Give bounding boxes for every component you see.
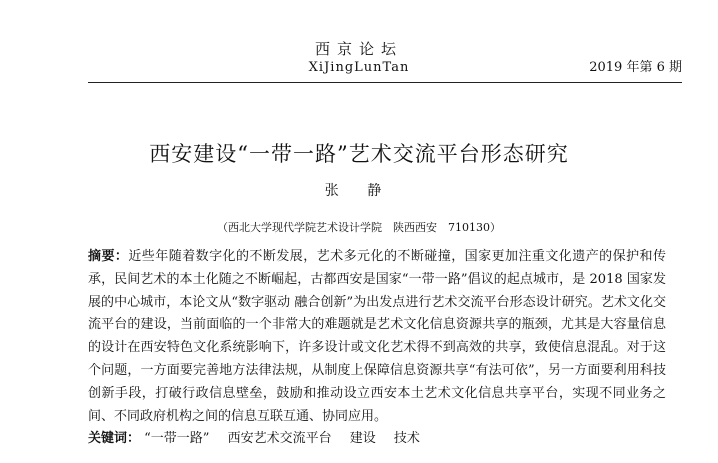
keyword: “一带一路” bbox=[144, 431, 210, 446]
keywords-label: 关键词： bbox=[88, 431, 141, 446]
author-affiliation: （西北大学现代学院艺术设计学院 陕西西安 710130） bbox=[217, 221, 501, 234]
abstract-paragraph bbox=[88, 246, 666, 428]
keywords-line bbox=[88, 430, 678, 448]
keyword: 建设 bbox=[349, 431, 376, 446]
author-name: 张 静 bbox=[324, 183, 394, 199]
keyword: 技术 bbox=[393, 431, 420, 446]
abstract-text: 近些年随着数字化的不断发展，艺术多元化的不断碰撞，国家更加注重文化遗产的保护和传承，民间艺术的本土化随之不断崛起，古都西安是国家“一带一路”倡议的起点城市，是 2018 国家发展的中心城市，本论文从“数字驱动 融合创新”为出发点进行艺术交流平台形态设计研究。艺术文化交流平台的建设，当前面临的一个非常大的难题就是艺术文化信息资源共享的瓶颈，尤其是大容量信息的设计在西安特色文化系统影响下，许多设计或文化艺术得不到高效的共享，致使信息混乱。对于这个问题，一方面要完善地方法律法规，从制度上保障信息资源共享“有法可依”，另一方面要利用科技创新手段，打破行政信息壁垒，鼓励和推动设立西安本土艺术文化信息共享平台，实现不同业务之间、不同政府机构之间的信息互联互通、协同应用。 bbox=[88, 249, 666, 424]
header-rule bbox=[88, 82, 682, 83]
journal-name-english: XiJingLunTan bbox=[308, 60, 410, 75]
journal-name-chinese: 西京论坛 bbox=[314, 40, 403, 58]
keyword: 西安艺术交流平台 bbox=[227, 431, 332, 446]
issue-number: 2019 年第 6 期 bbox=[589, 60, 682, 75]
abstract-label: 摘要： bbox=[88, 249, 129, 264]
article-title: 西安建设“一带一路”艺术交流平台形态研究 bbox=[149, 142, 569, 166]
